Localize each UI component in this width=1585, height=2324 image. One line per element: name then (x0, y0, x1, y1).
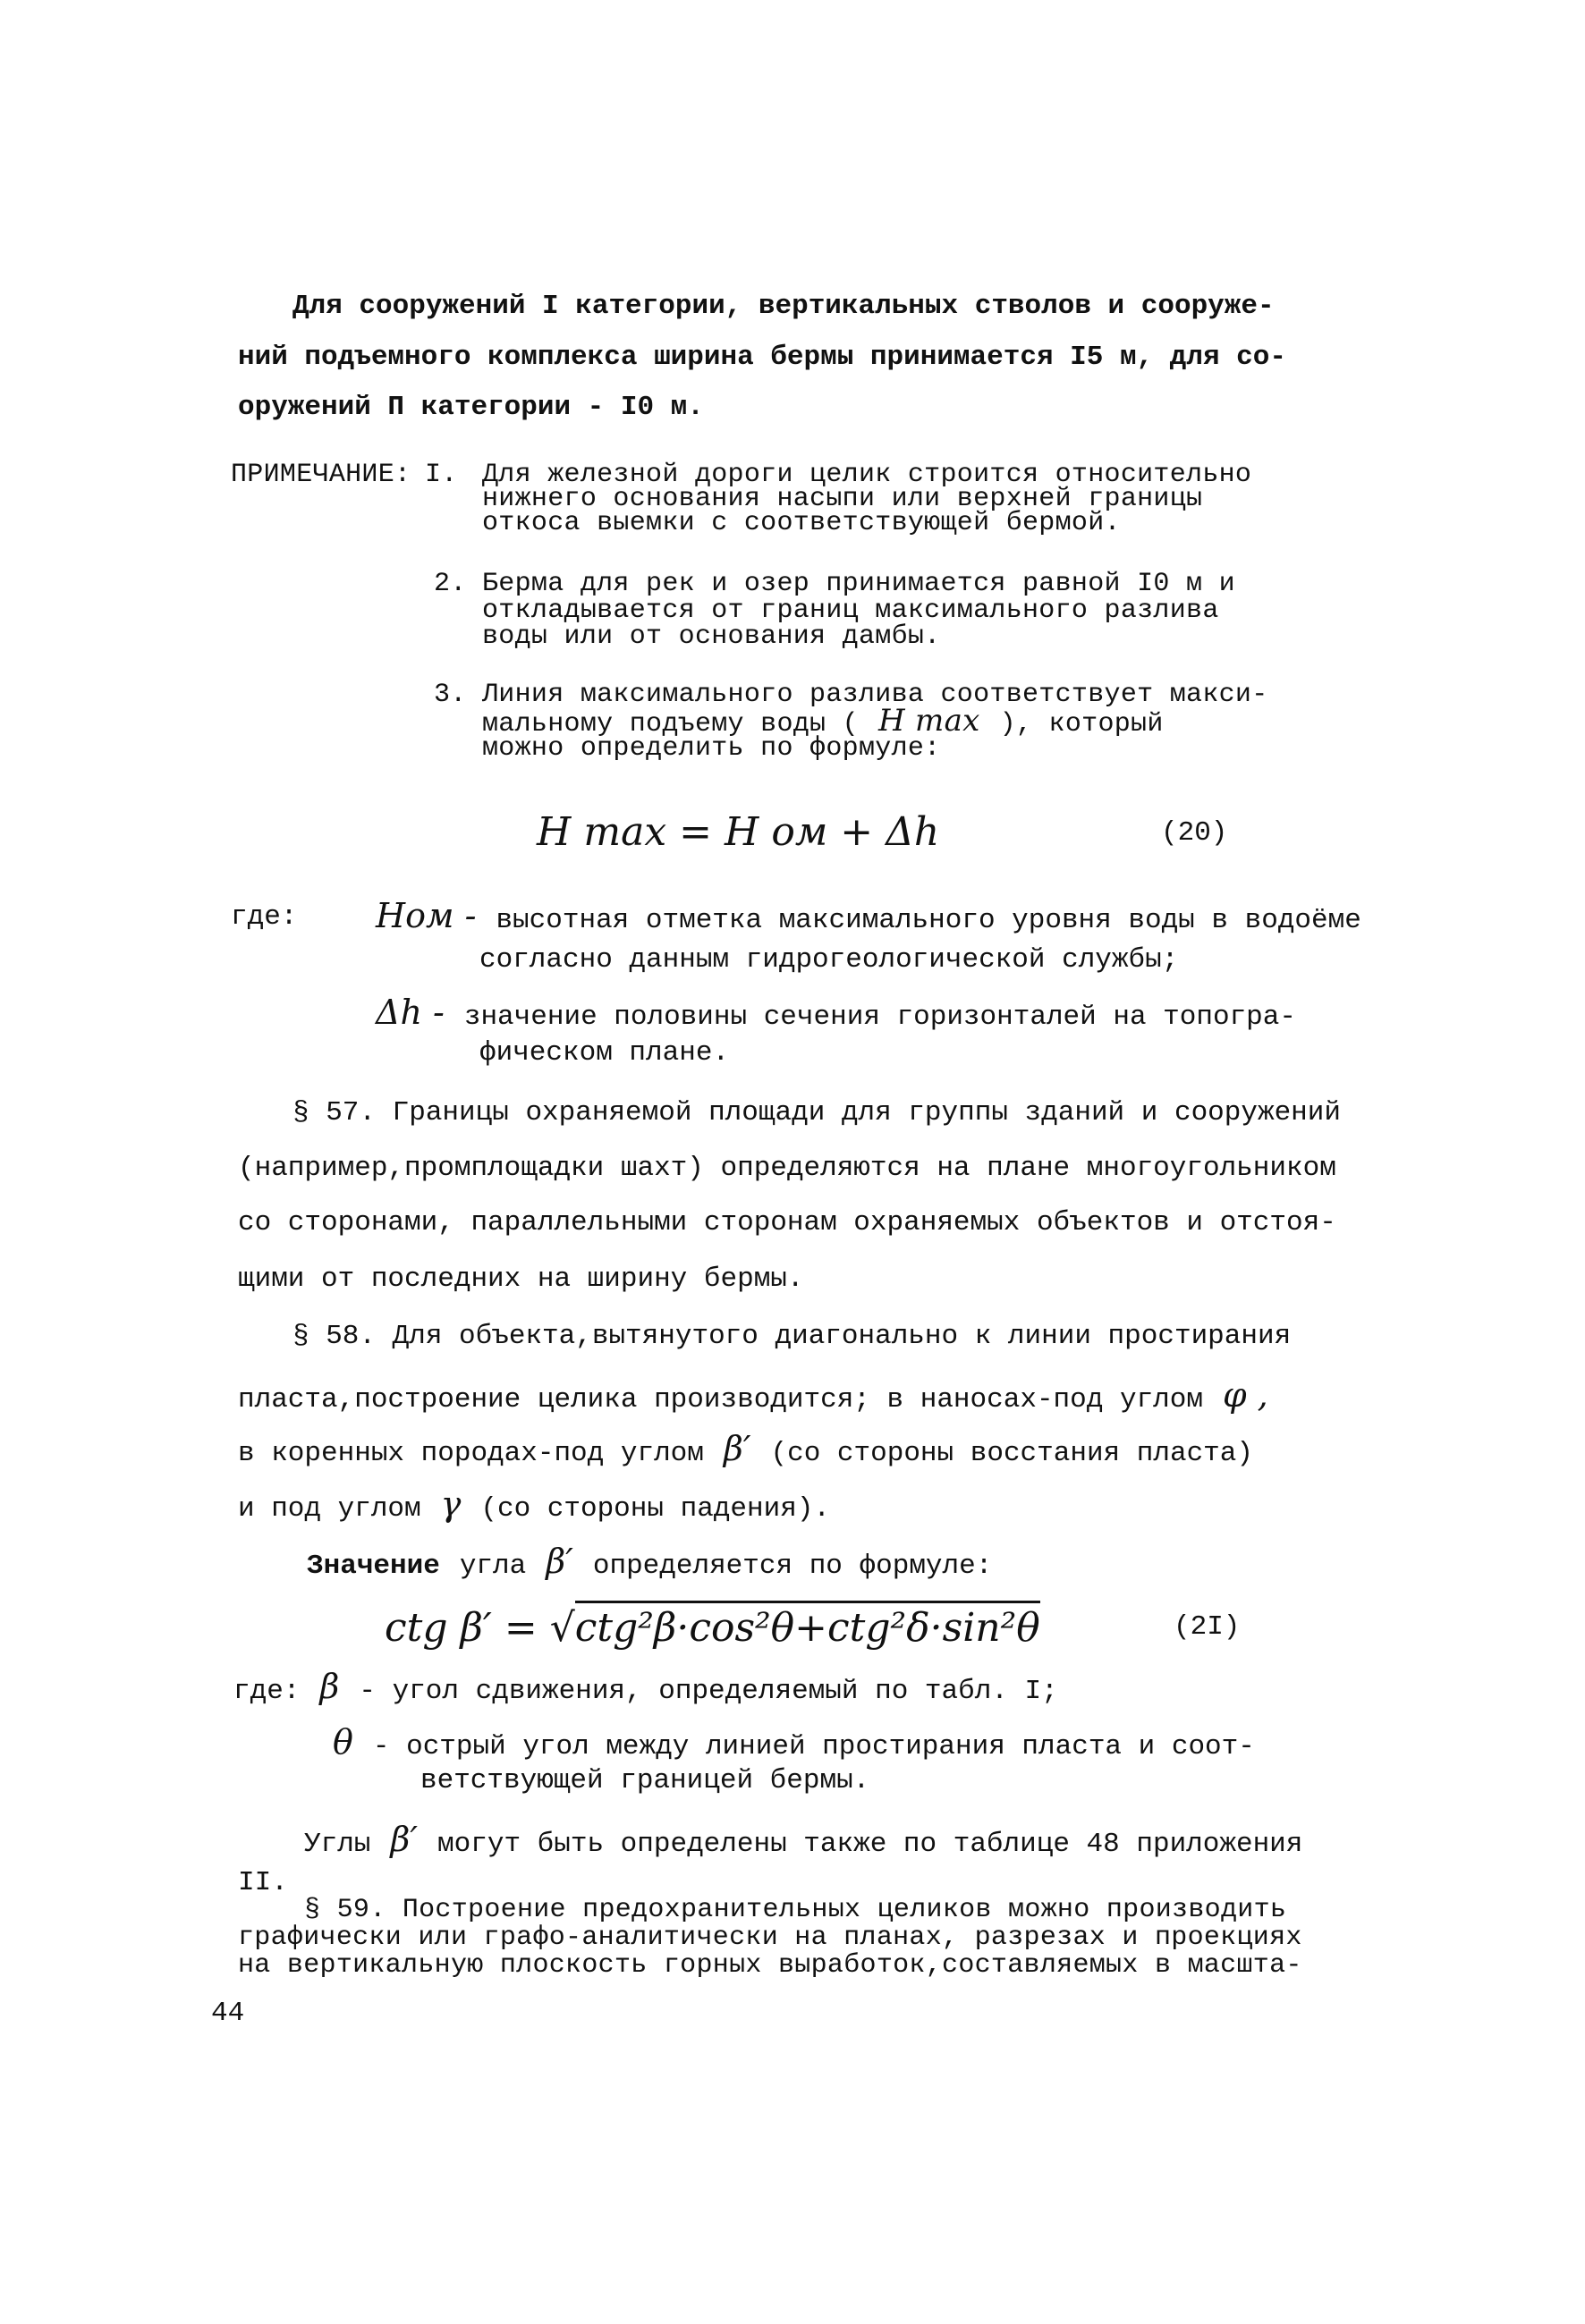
note-label: ПРИМЕЧАНИЕ: (231, 460, 411, 490)
text-line: откоса выемки с соответствующей бермой. (482, 508, 1121, 538)
text-line: - острый угол между линией простирания пласта и соот- (372, 1731, 1255, 1762)
text-line: ), который (999, 709, 1164, 739)
symbol-phi: φ , (1222, 1375, 1268, 1415)
text-line: на вертикальную плоскость горных выработок,составляемых в масшта- (238, 1950, 1302, 1981)
where-item (233, 1669, 1058, 1708)
text-line: щими от последних на ширину бермы. (238, 1263, 804, 1295)
text-row (304, 1821, 1302, 1861)
text: угла (459, 1551, 527, 1582)
where-label: где: (233, 1676, 301, 1707)
where-item (333, 1724, 1255, 1763)
text-line: откладывается от границ максимального разлива (482, 596, 1219, 626)
text: могут быть определены также по таблице 48 приложения (437, 1829, 1303, 1860)
text-line: и под углом (238, 1493, 421, 1525)
text: определяется по формуле: (592, 1551, 993, 1582)
text-line: мальному подъему воды ( (482, 709, 859, 739)
text-line: § 57. Границы охраняемой площади для группы зданий и сооружений (292, 1097, 1341, 1128)
symbol-beta: β′ (390, 1820, 419, 1859)
symbol: Hом - (376, 896, 477, 935)
formula-radicand: ctg²β·cos²θ+ctg²δ·sin²θ (575, 1601, 1040, 1651)
text-line: ний подъемного комплекса ширина бермы принимается I5 м, для со- (238, 342, 1286, 373)
text-line: (например,промплощадки шахт) определяются на плане многоугольником (238, 1153, 1336, 1184)
symbol-beta: β′ (546, 1542, 573, 1581)
page-number: 44 (211, 1998, 245, 2029)
note-number: 3. (434, 680, 467, 710)
symbol-gamma: γ (440, 1484, 462, 1524)
formula-number: (20) (1161, 817, 1228, 849)
text-line: можно определить по формуле: (482, 733, 941, 764)
text-line: нижнего основания насыпи или верхней границы (482, 484, 1203, 514)
text-bold: Значение (307, 1551, 440, 1582)
where-item (376, 898, 1361, 937)
text-line: воды или от основания дамбы. (482, 621, 941, 652)
text-line: фическом плане. (479, 1037, 730, 1069)
symbol-theta: θ (333, 1722, 353, 1762)
text-row (238, 1486, 830, 1525)
text-line: § 58. Для объекта,вытянутого диагонально к линии простирания (292, 1321, 1292, 1352)
text-line: со сторонами, параллельными сторонам охраняемых объектов и отстоя- (238, 1207, 1336, 1238)
note-number: 2. (434, 569, 467, 599)
symbol: Δh - (376, 993, 445, 1032)
symbol-hmax: H max (877, 703, 980, 739)
text-line: согласно данным гидрогеологической службы; (479, 944, 1179, 976)
formula-lhs: ctg β′ = √ (385, 1605, 575, 1651)
text-line: значение половины сечения горизонталей на топогра- (463, 1001, 1296, 1033)
text-line: пласта,построение целика производится; в наносах-под углом (238, 1384, 1203, 1416)
text: II. (238, 1867, 288, 1898)
text-row (238, 1431, 1253, 1470)
text-line: Для сооружений I категории, вертикальных стволов и сооруже- (292, 291, 1275, 322)
text: Углы (304, 1829, 371, 1860)
value-line (307, 1543, 992, 1583)
text-line: высотная отметка максимального уровня воды в водоёме (496, 905, 1361, 936)
text-line: (со стороны падения). (480, 1493, 831, 1525)
text-line: (со стороны восстания пласта) (770, 1438, 1253, 1469)
text-line: Линия максимального разлива соответствует макси- (482, 680, 1268, 710)
note-number: I. (425, 460, 458, 490)
text-line: Для железной дороги целик строится относительно (482, 460, 1252, 490)
text-line: в коренных породах-под углом (238, 1438, 704, 1469)
where-label: где: (231, 901, 298, 933)
text-line: графически или графо-аналитически на планах, разрезах и проекциях (238, 1923, 1302, 1953)
text-line: - угол сдвижения, определяемый по табл. I; (359, 1676, 1058, 1707)
text-row (238, 1377, 1268, 1416)
text-line: Берма для рек и озер принимается равной I0 м и (482, 569, 1235, 599)
formula (385, 1606, 1040, 1651)
text-line: оружений П категории - I0 м. (238, 392, 704, 423)
where-item (376, 994, 1296, 1034)
formula: H max = H ом + Δh (537, 809, 940, 855)
symbol-beta: β′ (723, 1429, 751, 1468)
symbol-beta: β (319, 1667, 340, 1706)
text-line: § 59. Построение предохранительных целиков можно производить (304, 1895, 1287, 1925)
text-line: ветствующей границей бермы. (420, 1765, 870, 1796)
formula-number: (2I) (1174, 1611, 1241, 1643)
